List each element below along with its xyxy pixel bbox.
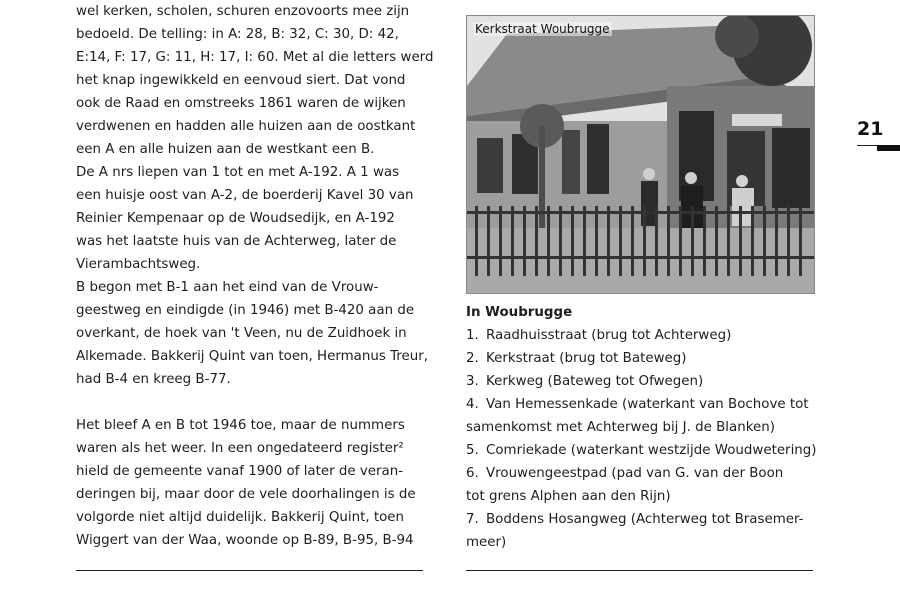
list-item — [466, 462, 826, 485]
page-number-tab — [877, 145, 900, 151]
text-line: volgorde niet altijd duidelijk. Bakkerij Quint, toen — [76, 510, 405, 525]
page-number: 21 — [857, 118, 884, 140]
item-number: 6. — [466, 466, 479, 481]
list-item — [466, 347, 826, 370]
item-number: 3. — [466, 374, 479, 389]
text-line: Alkemade. Bakkerij Quint van toen, Hermanus Treur, — [76, 349, 428, 364]
text-line: het knap ingewikkeld en eenvoud siert. Dat vond — [76, 73, 406, 88]
text-line: Reinier Kempenaar op de Woudsedijk, en A-192 — [76, 211, 395, 226]
street-scene-illustration — [467, 16, 814, 293]
item-number: 7. — [466, 512, 479, 527]
text-line: bedoeld. De telling: in A: 28, B: 32, C: 30, D: 42, — [76, 27, 399, 42]
text-line: B begon met B-1 aan het eind van de Vrouw- — [76, 280, 379, 295]
text-line: Het bleef A en B tot 1946 toe, maar de nummers — [76, 418, 405, 433]
text-line: hield de gemeente vanaf 1900 of later de veran- — [76, 464, 404, 479]
item-continuation: tot grens Alphen aan den Rijn) — [466, 489, 671, 504]
text-line: overkant, de hoek van 't Veen, nu de Zuidhoek in — [76, 326, 407, 341]
text-line: geestweg en eindigde (in 1946) met B-420 aan de — [76, 303, 415, 318]
item-number: 5. — [466, 443, 479, 458]
street-list-title: In Woubrugge — [466, 305, 573, 320]
text-line: Vierambachtsweg. — [76, 257, 201, 272]
item-text: Kerkstraat (brug tot Bateweg) — [486, 351, 687, 366]
item-text: Raadhuisstraat (brug tot Achterweg) — [486, 328, 732, 343]
item-text: Boddens Hosangweg (Achterweg tot Brasemer- — [486, 512, 804, 527]
text-line: Wiggert van der Waa, woonde op B-89, B-95, B-94 — [76, 533, 414, 548]
text-line: was het laatste huis van de Achterweg, later de — [76, 234, 397, 249]
text-line: deringen bij, maar door de vele doorhalingen is de — [76, 487, 416, 502]
item-number: 1. — [466, 328, 479, 343]
item-number: 4. — [466, 397, 479, 412]
text-line: een A en alle huizen aan de westkant een B. — [76, 142, 375, 157]
text-line: ook de Raad en omstreeks 1861 waren de wijken — [76, 96, 406, 111]
list-item — [466, 439, 826, 462]
text-line: De A nrs liepen van 1 tot en met A-192. A 1 was — [76, 165, 400, 180]
list-item — [466, 324, 826, 347]
paragraph-gap — [76, 391, 428, 414]
text-line: wel kerken, scholen, schuren enzovoorts mee zijn — [76, 4, 410, 19]
left-text-column — [76, 0, 434, 552]
right-column-bottom-rule — [466, 570, 813, 571]
historic-photo — [466, 15, 815, 294]
item-text: Kerkweg (Bateweg tot Ofwegen) — [486, 374, 704, 389]
item-number: 2. — [466, 351, 479, 366]
list-item — [466, 370, 826, 393]
list-item — [466, 393, 826, 416]
item-continuation: samenkomst met Achterweg bij J. de Blanken) — [466, 420, 775, 435]
item-text: Comriekade (waterkant westzijde Woudwetering) — [486, 443, 817, 458]
item-text: Vrouwengeestpad (pad van G. van der Boon — [486, 466, 784, 481]
left-column-bottom-rule — [76, 570, 423, 571]
photo-caption: Kerkstraat Woubrugge — [475, 22, 610, 36]
item-continuation: meer) — [466, 535, 507, 550]
text-line: waren als het weer. In een ongedateerd register² — [76, 441, 404, 456]
street-list — [466, 301, 826, 554]
text-line: een huisje oost van A-2, de boerderij Kavel 30 van — [76, 188, 414, 203]
list-item — [466, 508, 826, 531]
text-line: verdwenen en hadden alle huizen aan de oostkant — [76, 119, 416, 134]
text-line: E:14, F: 17, G: 11, H: 17, I: 60. Met al die letters werd — [76, 50, 434, 65]
text-line: had B-4 en kreeg B-77. — [76, 372, 231, 387]
item-text: Van Hemessenkade (waterkant van Bochove tot — [486, 397, 809, 412]
